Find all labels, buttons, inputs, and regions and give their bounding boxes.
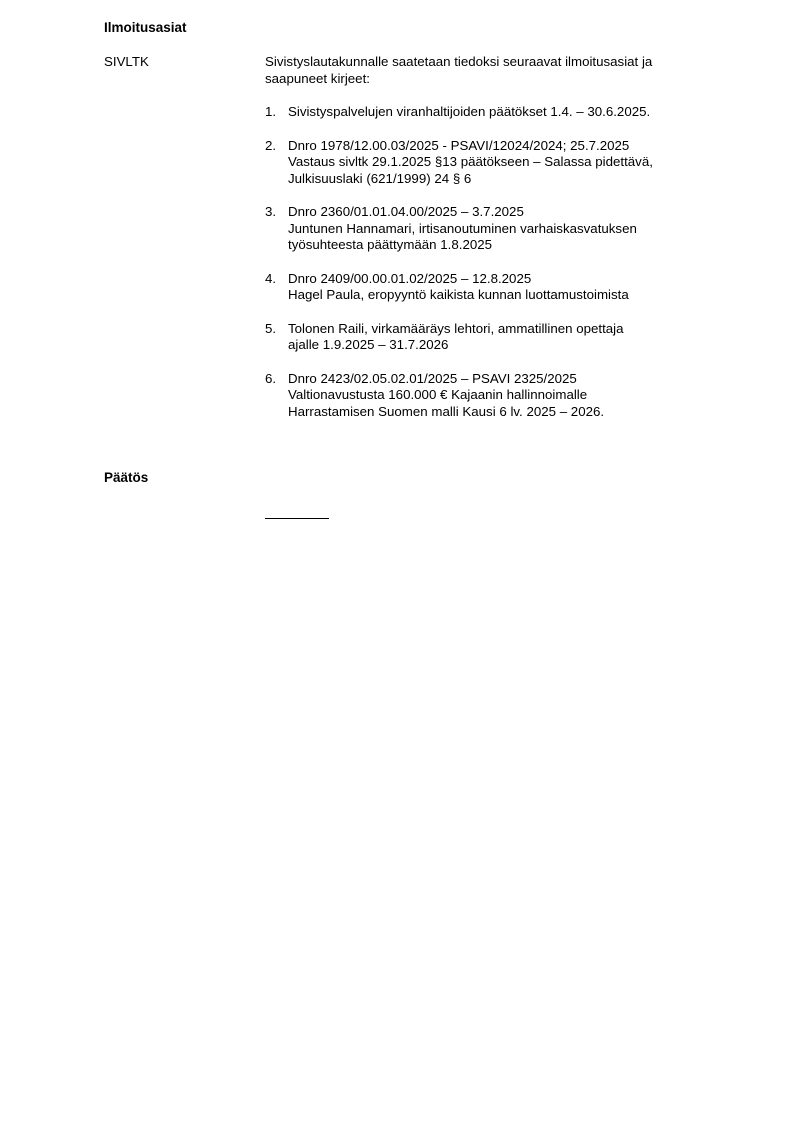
item-number: 1. <box>265 104 277 119</box>
item-line: Dnro 2423/02.05.02.01/2025 – PSAVI 2325/2025 <box>288 370 577 386</box>
item-line: Vastaus sivltk 29.1.2025 §13 päätökseen – Salassa pidettävä, <box>288 154 653 169</box>
intro-text: Sivistyslautakunnalle saatetaan tiedoksi seuraavat ilmoitusasiat ja saapuneet kirjeet: <box>265 54 653 86</box>
item-text <box>288 104 705 121</box>
item-line: Tolonen Raili, virkamääräys lehtori, ammatillinen opettaja <box>288 320 624 336</box>
item-text <box>288 271 705 304</box>
item-text <box>288 204 705 254</box>
decision-title: Päätös <box>104 470 149 485</box>
item-number: 4. <box>265 270 277 286</box>
decision-blank-line <box>265 518 329 519</box>
item-line: Valtionavustusta 160.000 € Kajaanin hallinnoimalle <box>288 387 588 402</box>
item-line: Julkisuuslaki (621/1999) 24 § 6 <box>288 170 472 186</box>
item-number: 3. <box>265 204 277 219</box>
item-number: 2. <box>265 137 277 153</box>
list-item <box>265 138 705 188</box>
item-text <box>288 138 705 188</box>
item-line: Dnro 2360/01.01.04.00/2025 – 3.7.2025 <box>288 204 524 219</box>
list-item <box>265 271 705 304</box>
list-item <box>265 104 705 121</box>
item-number: 5. <box>265 320 277 336</box>
item-line: Harrastamisen Suomen malli Kausi 6 lv. 2025 – 2026. <box>288 403 605 419</box>
item-line: ajalle 1.9.2025 – 31.7.2026 <box>288 337 449 352</box>
list-item <box>265 371 705 421</box>
committee-label: SIVLTK <box>104 54 149 69</box>
item-line: Sivistyspalvelujen viranhaltijoiden päätökset 1.4. – 30.6.2025. <box>288 104 651 119</box>
item-line: Dnro 1978/12.00.03/2025 - PSAVI/12024/2024; 25.7.2025 <box>288 137 630 153</box>
item-text <box>288 371 705 421</box>
list-item <box>265 321 705 354</box>
item-number: 6. <box>265 370 277 386</box>
item-line: työsuhteesta päättymään 1.8.2025 <box>288 237 493 252</box>
item-line: Dnro 2409/00.00.01.02/2025 – 12.8.2025 <box>288 270 532 286</box>
item-text <box>288 321 705 354</box>
item-line: Juntunen Hannamari, irtisanoutuminen varhaiskasvatuksen <box>288 220 637 236</box>
notification-list <box>265 104 705 437</box>
section-title: Ilmoitusasiat <box>104 20 187 35</box>
item-line: Hagel Paula, eropyyntö kaikista kunnan luottamustoimista <box>288 287 629 302</box>
list-item <box>265 204 705 254</box>
